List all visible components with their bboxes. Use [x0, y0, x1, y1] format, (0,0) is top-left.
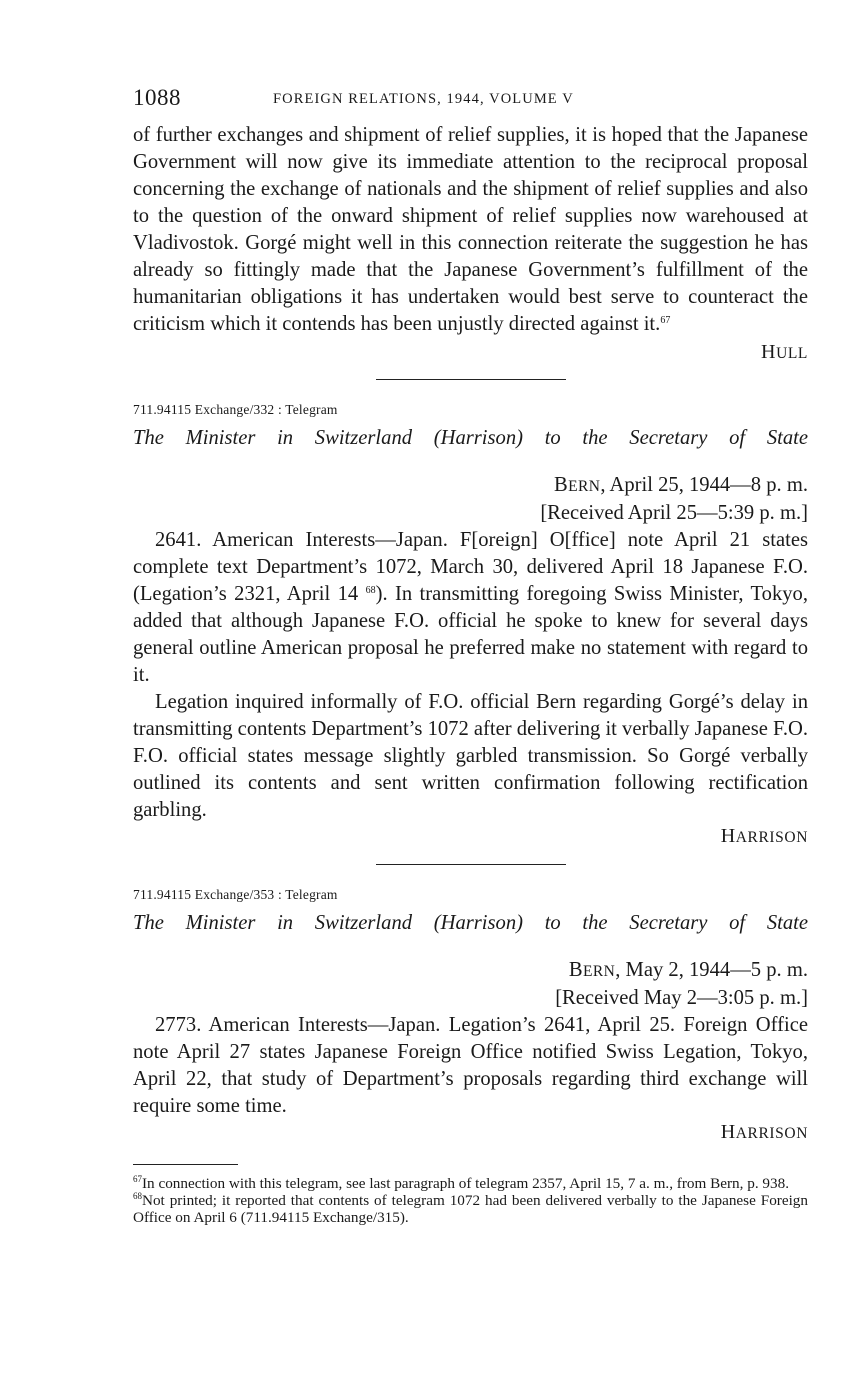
page-number: 1088	[133, 85, 181, 110]
telegram-paragraph: 2641. American Interests—Japan. F[oreign] O[ffice] note April 21 states complete text Department’s 1072, March 30, delivered April 18 Japanese F.O. (Legation’s 2321, April 14 $^{68}$). In transmitting foregoing Swiss Minister, Tokyo, added that although Japanese F.O. official he spoke to knew for several days general outline American proposal he preferred make no statement with regard to it.	[133, 529, 808, 686]
document-page	[133, 85, 808, 1226]
running-title: FOREIGN RELATIONS, 1944, VOLUME V	[273, 91, 574, 107]
received-line: [Received May 2—3:05 p. m.]	[555, 987, 808, 1009]
signature-hull: HULL	[761, 341, 808, 363]
file-reference: 711.94115 Exchange/353 : Telegram	[133, 887, 338, 902]
footnote-67: $^{67}$In connection with this telegram, see last paragraph of telegram 2357, April 15, 7 a. m., from Bern, p. 938.	[133, 1174, 789, 1192]
telegram-paragraph: 2773. American Interests—Japan. Legation’s 2641, April 25. Foreign Office note April 27 states Japanese Foreign Office notified Swiss Legation, Tokyo, April 22, that study of Department’s proposals regarding third exchange will require some time.	[133, 1014, 808, 1117]
received-line: [Received April 25—5:39 p. m.]	[540, 502, 808, 524]
section-divider	[376, 379, 566, 380]
section-divider	[376, 864, 566, 865]
page-header	[133, 85, 808, 115]
continuation-paragraph: of further exchanges and shipment of relief supplies, it is hoped that the Japanese Government will now give its immediate attention to the reciprocal proposal concerning the exchange of nationals and the shipment of relief supplies and also to the question of the onward shipment of relief supplies now warehoused at Vladivostok. Gorgé might well in this connection reiterate the suggestion he has already so fittingly made that the Japanese Government’s fulfillment of the humanitarian obligations it has undertaken would best serve to counteract the criticism which it contends has been unjustly directed against it.$^{67}$	[133, 124, 808, 335]
footnote-divider	[133, 1164, 238, 1165]
footnote-ref-68[interactable]: 68	[365, 585, 376, 596]
document-title: The Minister in Switzerland (Harrison) to the Secretary of State	[133, 912, 808, 934]
dateline: BERN, May 2, 1944—5 p. m.	[568, 959, 808, 981]
document-title: The Minister in Switzerland (Harrison) to the Secretary of State	[133, 427, 808, 449]
signature-harrison: HARRISON	[720, 825, 808, 847]
signature-harrison: HARRISON	[720, 1121, 808, 1143]
footnote-ref-67[interactable]: 67	[660, 315, 671, 326]
file-reference: 711.94115 Exchange/332 : Telegram	[133, 402, 338, 417]
dateline: BERN, April 25, 1944—8 p. m.	[553, 474, 808, 496]
footnote-68: $^{68}$Not printed; it reported that contents of telegram 1072 had been delivered verbally to the Japanese Foreign Office on April 6 (711.94115 Exchange/315).	[133, 1191, 808, 1226]
telegram-paragraph: Legation inquired informally of F.O. official Bern regarding Gorgé’s delay in transmitting contents Department’s 1072 after delivering it verbally Japanese F.O. F.O. official states message slightly garbled transmission. So Gorgé verbally outlined its contents and sent written confirmation following rectification garbling.	[133, 691, 808, 821]
